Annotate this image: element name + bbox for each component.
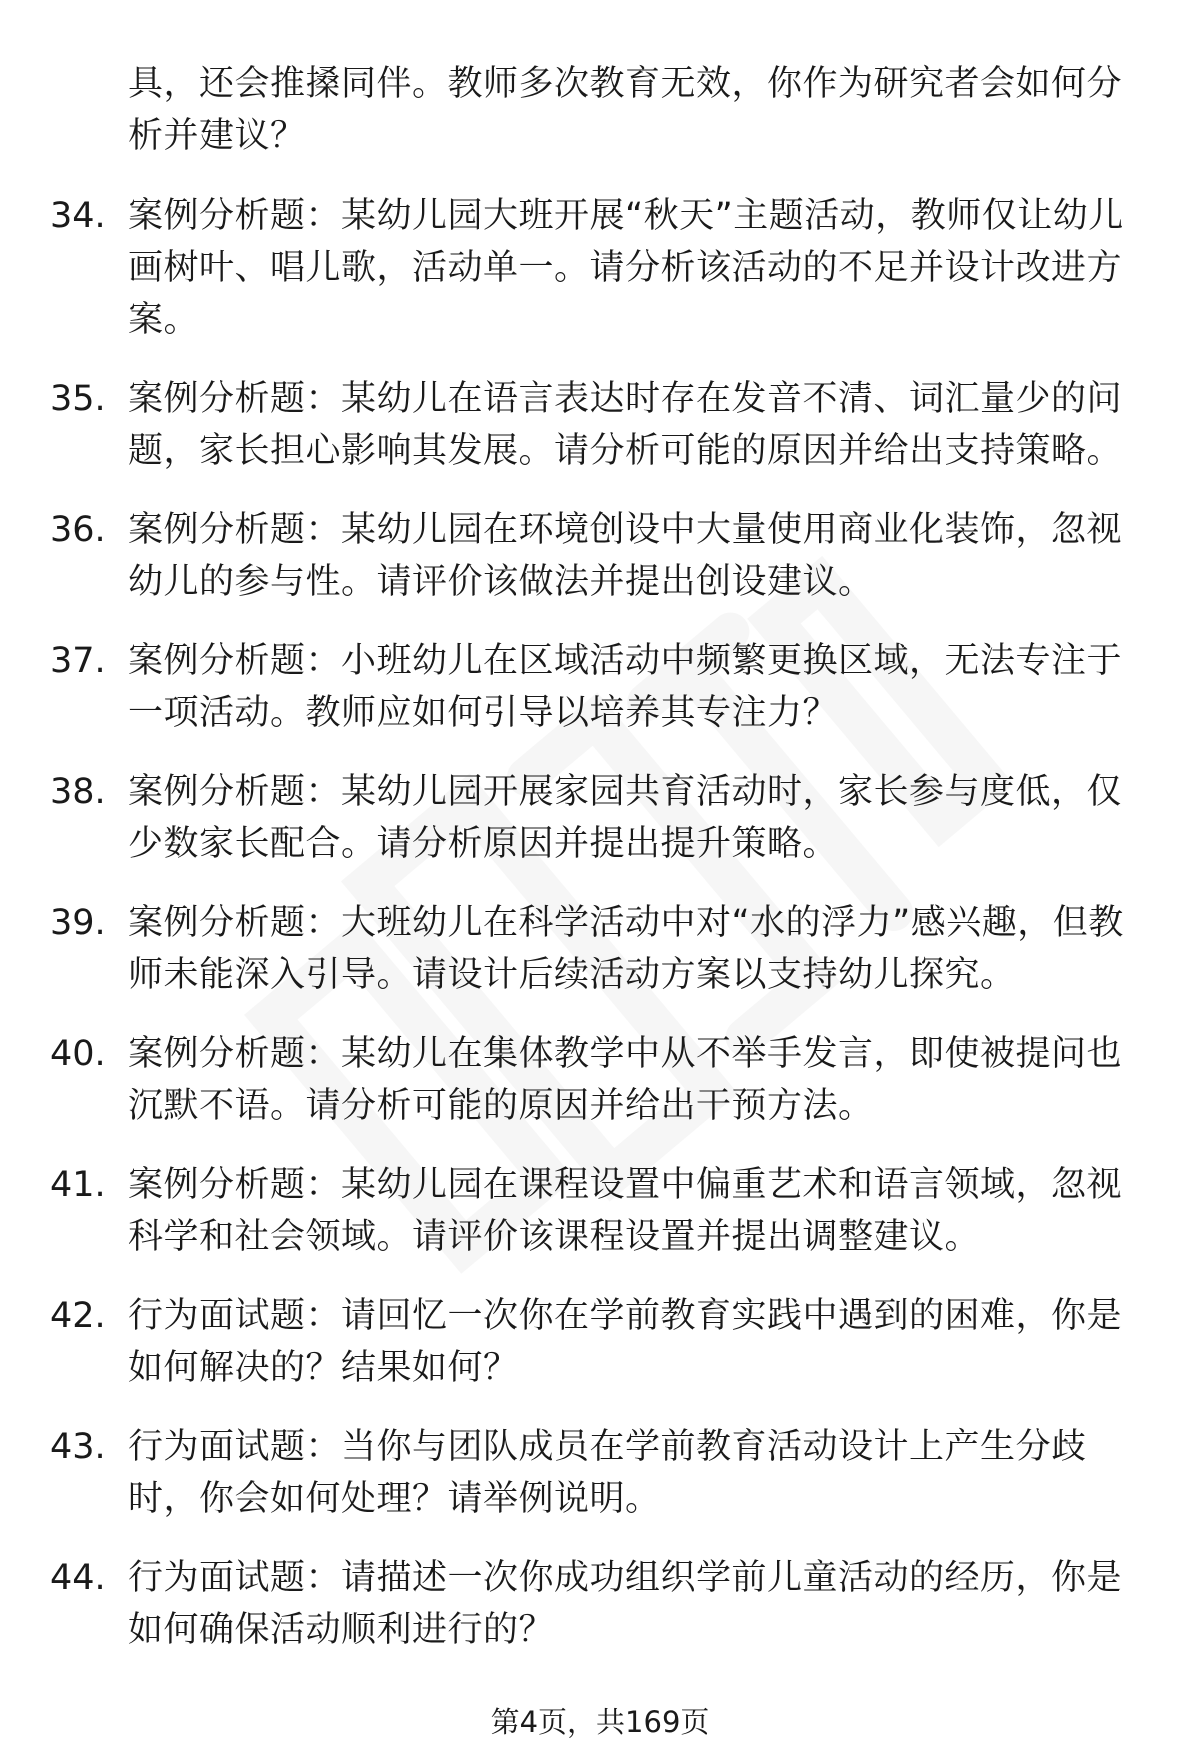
question-number: 40. bbox=[50, 1034, 106, 1074]
question-text: 行为面试题：请描述一次你成功组织学前儿童活动的经历，你是如何确保活动顺利进行的？ bbox=[128, 1558, 1123, 1650]
question-item-36 bbox=[0, 504, 1200, 635]
page-number-footer: 第4页，共169页 bbox=[490, 1705, 710, 1739]
question-text: 案例分析题：小班幼儿在区域活动中频繁更换区域，无法专注于一项活动。教师应如何引导以培养其专注力？ bbox=[128, 641, 1123, 733]
question-item-38 bbox=[0, 766, 1200, 897]
question-item-37 bbox=[0, 635, 1200, 766]
question-item-41 bbox=[0, 1159, 1200, 1290]
question-number: 41. bbox=[50, 1165, 106, 1205]
question-text: 案例分析题：某幼儿园在环境创设中大量使用商业化装饰，忽视幼儿的参与性。请评价该做法并提出创设建议。 bbox=[128, 510, 1123, 602]
question-item-40 bbox=[0, 1028, 1200, 1159]
question-number: 42. bbox=[50, 1296, 106, 1336]
question-item-35 bbox=[0, 373, 1200, 504]
question-text: 案例分析题：某幼儿园开展家园共育活动时，家长参与度低，仅少数家长配合。请分析原因并提出提升策略。 bbox=[128, 772, 1123, 864]
question-item-42 bbox=[0, 1290, 1200, 1421]
question-item-44 bbox=[0, 1552, 1200, 1683]
question-text: 案例分析题：某幼儿在语言表达时存在发音不清、词汇量少的问题，家长担心影响其发展。请分析可能的原因并给出支持策略。 bbox=[128, 379, 1123, 471]
question-number: 36. bbox=[50, 510, 106, 550]
question-number: 38. bbox=[50, 772, 106, 812]
question-33-continuation: 具，还会推搡同伴。教师多次教育无效，你作为研究者会如何分析并建议？ bbox=[128, 64, 1123, 156]
question-text: 案例分析题：某幼儿园大班开展“秋天”主题活动，教师仅让幼儿画树叶、唱儿歌，活动单一。请分析该活动的不足并设计改进方案。 bbox=[128, 196, 1124, 340]
question-number: 37. bbox=[50, 641, 106, 681]
question-number: 35. bbox=[50, 379, 106, 419]
question-list bbox=[0, 190, 1200, 1683]
question-item-43 bbox=[0, 1421, 1200, 1552]
question-number: 43. bbox=[50, 1427, 106, 1467]
question-text: 案例分析题：某幼儿园在课程设置中偏重艺术和语言领域，忽视科学和社会领域。请评价该课程设置并提出调整建议。 bbox=[128, 1165, 1123, 1257]
question-number: 39. bbox=[50, 903, 106, 943]
question-text: 案例分析题：大班幼儿在科学活动中对“水的浮力”感兴趣，但教师未能深入引导。请设计后续活动方案以支持幼儿探究。 bbox=[128, 903, 1124, 995]
question-text: 行为面试题：当你与团队成员在学前教育活动设计上产生分歧时，你会如何处理？请举例说明。 bbox=[128, 1427, 1087, 1519]
question-number: 44. bbox=[50, 1558, 106, 1598]
question-item-34 bbox=[0, 190, 1200, 373]
question-text: 案例分析题：某幼儿在集体教学中从不举手发言，即使被提问也沉默不语。请分析可能的原因并给出干预方法。 bbox=[128, 1034, 1123, 1126]
question-number: 34. bbox=[50, 196, 106, 236]
question-text: 行为面试题：请回忆一次你在学前教育实践中遇到的困难，你是如何解决的？结果如何？ bbox=[128, 1296, 1123, 1388]
question-item-39 bbox=[0, 897, 1200, 1028]
